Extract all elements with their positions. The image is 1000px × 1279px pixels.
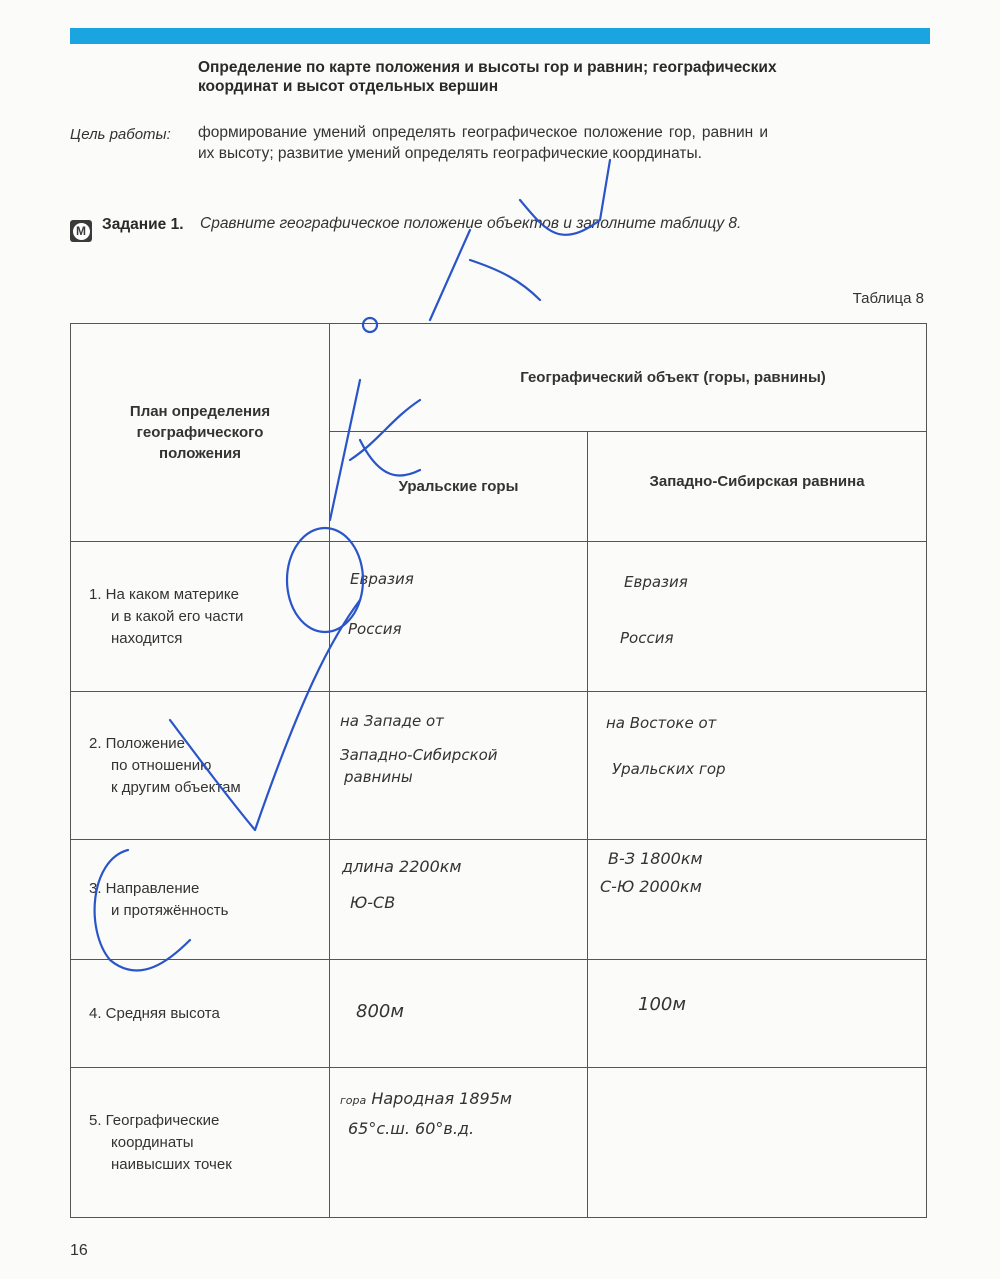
answer-text: Ю-СВ xyxy=(350,893,396,912)
row-label-line: 3. Направление xyxy=(89,879,200,897)
answer-cell-empty[interactable] xyxy=(588,1068,927,1218)
row-label-line: 1. На каком материке xyxy=(89,585,239,603)
table-row xyxy=(71,542,927,692)
col-wsib-header: Западно-Сибирская равнина xyxy=(588,432,927,542)
method-m-letter: М xyxy=(73,223,90,240)
col-ural-header: Уральские горы xyxy=(330,432,588,542)
row-label-line: наивысших точек xyxy=(111,1155,232,1173)
row-label-line: координаты xyxy=(111,1133,194,1151)
row-label xyxy=(71,692,330,840)
answer-text: Евразия xyxy=(624,572,688,591)
answer-text: С-Ю 2000км xyxy=(600,877,702,896)
goal-text: формирование умений определять географическое положение гор, равнин и их высоту; развитие умений определять географические координаты. xyxy=(198,124,768,162)
answer-text: на Востоке от xyxy=(606,714,717,732)
answer-cell[interactable] xyxy=(588,542,927,692)
answer-text: В-З 1800км xyxy=(608,849,703,868)
task-label: Задание 1. xyxy=(102,216,184,233)
answer-text: Уральских гор xyxy=(612,760,726,778)
object-header: Географический объект (горы, равнины) xyxy=(520,369,826,386)
row-label-line: и протяжённость xyxy=(111,901,229,919)
row-label-line: находится xyxy=(111,629,183,647)
row-label xyxy=(71,840,330,960)
answer-text: на Западе от xyxy=(340,712,444,730)
answer-cell[interactable] xyxy=(330,542,588,692)
answer-text: Западно-Сибирской xyxy=(340,746,498,764)
row-label-line: по отношению xyxy=(111,756,212,774)
answer-text: Народная 1895м xyxy=(371,1089,512,1108)
answer-text: Россия xyxy=(620,628,674,647)
answer-text: 100м xyxy=(638,993,686,1015)
method-m-icon xyxy=(70,220,92,242)
answer-text: гора xyxy=(340,1094,367,1107)
goal-label: Цель работы: xyxy=(70,126,171,143)
page-number: 16 xyxy=(70,1242,88,1259)
header-accent-bar xyxy=(70,28,930,44)
row-label-line: 2. Положение xyxy=(89,734,185,752)
row-label xyxy=(71,1068,330,1218)
plan-header: План определения географического положения xyxy=(129,403,271,462)
table-row xyxy=(71,1068,927,1218)
answer-cell[interactable] xyxy=(330,1068,588,1218)
table-row xyxy=(71,960,927,1068)
scribble-stroke xyxy=(430,160,610,320)
answer-cell[interactable] xyxy=(330,960,588,1068)
answer-text: Россия xyxy=(348,619,402,638)
page-title: Определение по карте положения и высоты гор и равнин; географических координат и высот отдельных вершин xyxy=(198,59,777,95)
answer-cell[interactable] xyxy=(330,840,588,960)
object-header-cell xyxy=(330,324,927,432)
row-label-line: к другим объектам xyxy=(111,778,241,796)
comparison-table xyxy=(70,323,927,1218)
answer-cell[interactable] xyxy=(588,840,927,960)
table-row xyxy=(71,692,927,840)
row-label xyxy=(71,960,330,1068)
answer-text: Евразия xyxy=(350,569,414,588)
answer-cell[interactable] xyxy=(588,692,927,840)
table-row xyxy=(71,840,927,960)
row-label-line: и в какой его части xyxy=(111,607,244,625)
answer-text: равнины xyxy=(344,768,413,786)
row-label xyxy=(71,542,330,692)
answer-text: 800м xyxy=(356,1000,404,1022)
table-caption: Таблица 8 xyxy=(852,290,924,307)
row-label-line: 4. Средняя высота xyxy=(89,1004,220,1022)
task-text: Сравните географическое положение объектов и заполните таблицу 8. xyxy=(200,215,742,232)
plan-header-cell xyxy=(71,324,330,542)
answer-text: 65°с.ш. 60°в.д. xyxy=(348,1119,475,1138)
row-label-line: 5. Географические xyxy=(89,1111,220,1129)
answer-text: длина 2200км xyxy=(342,857,462,876)
answer-cell[interactable] xyxy=(588,960,927,1068)
answer-cell[interactable] xyxy=(330,692,588,840)
